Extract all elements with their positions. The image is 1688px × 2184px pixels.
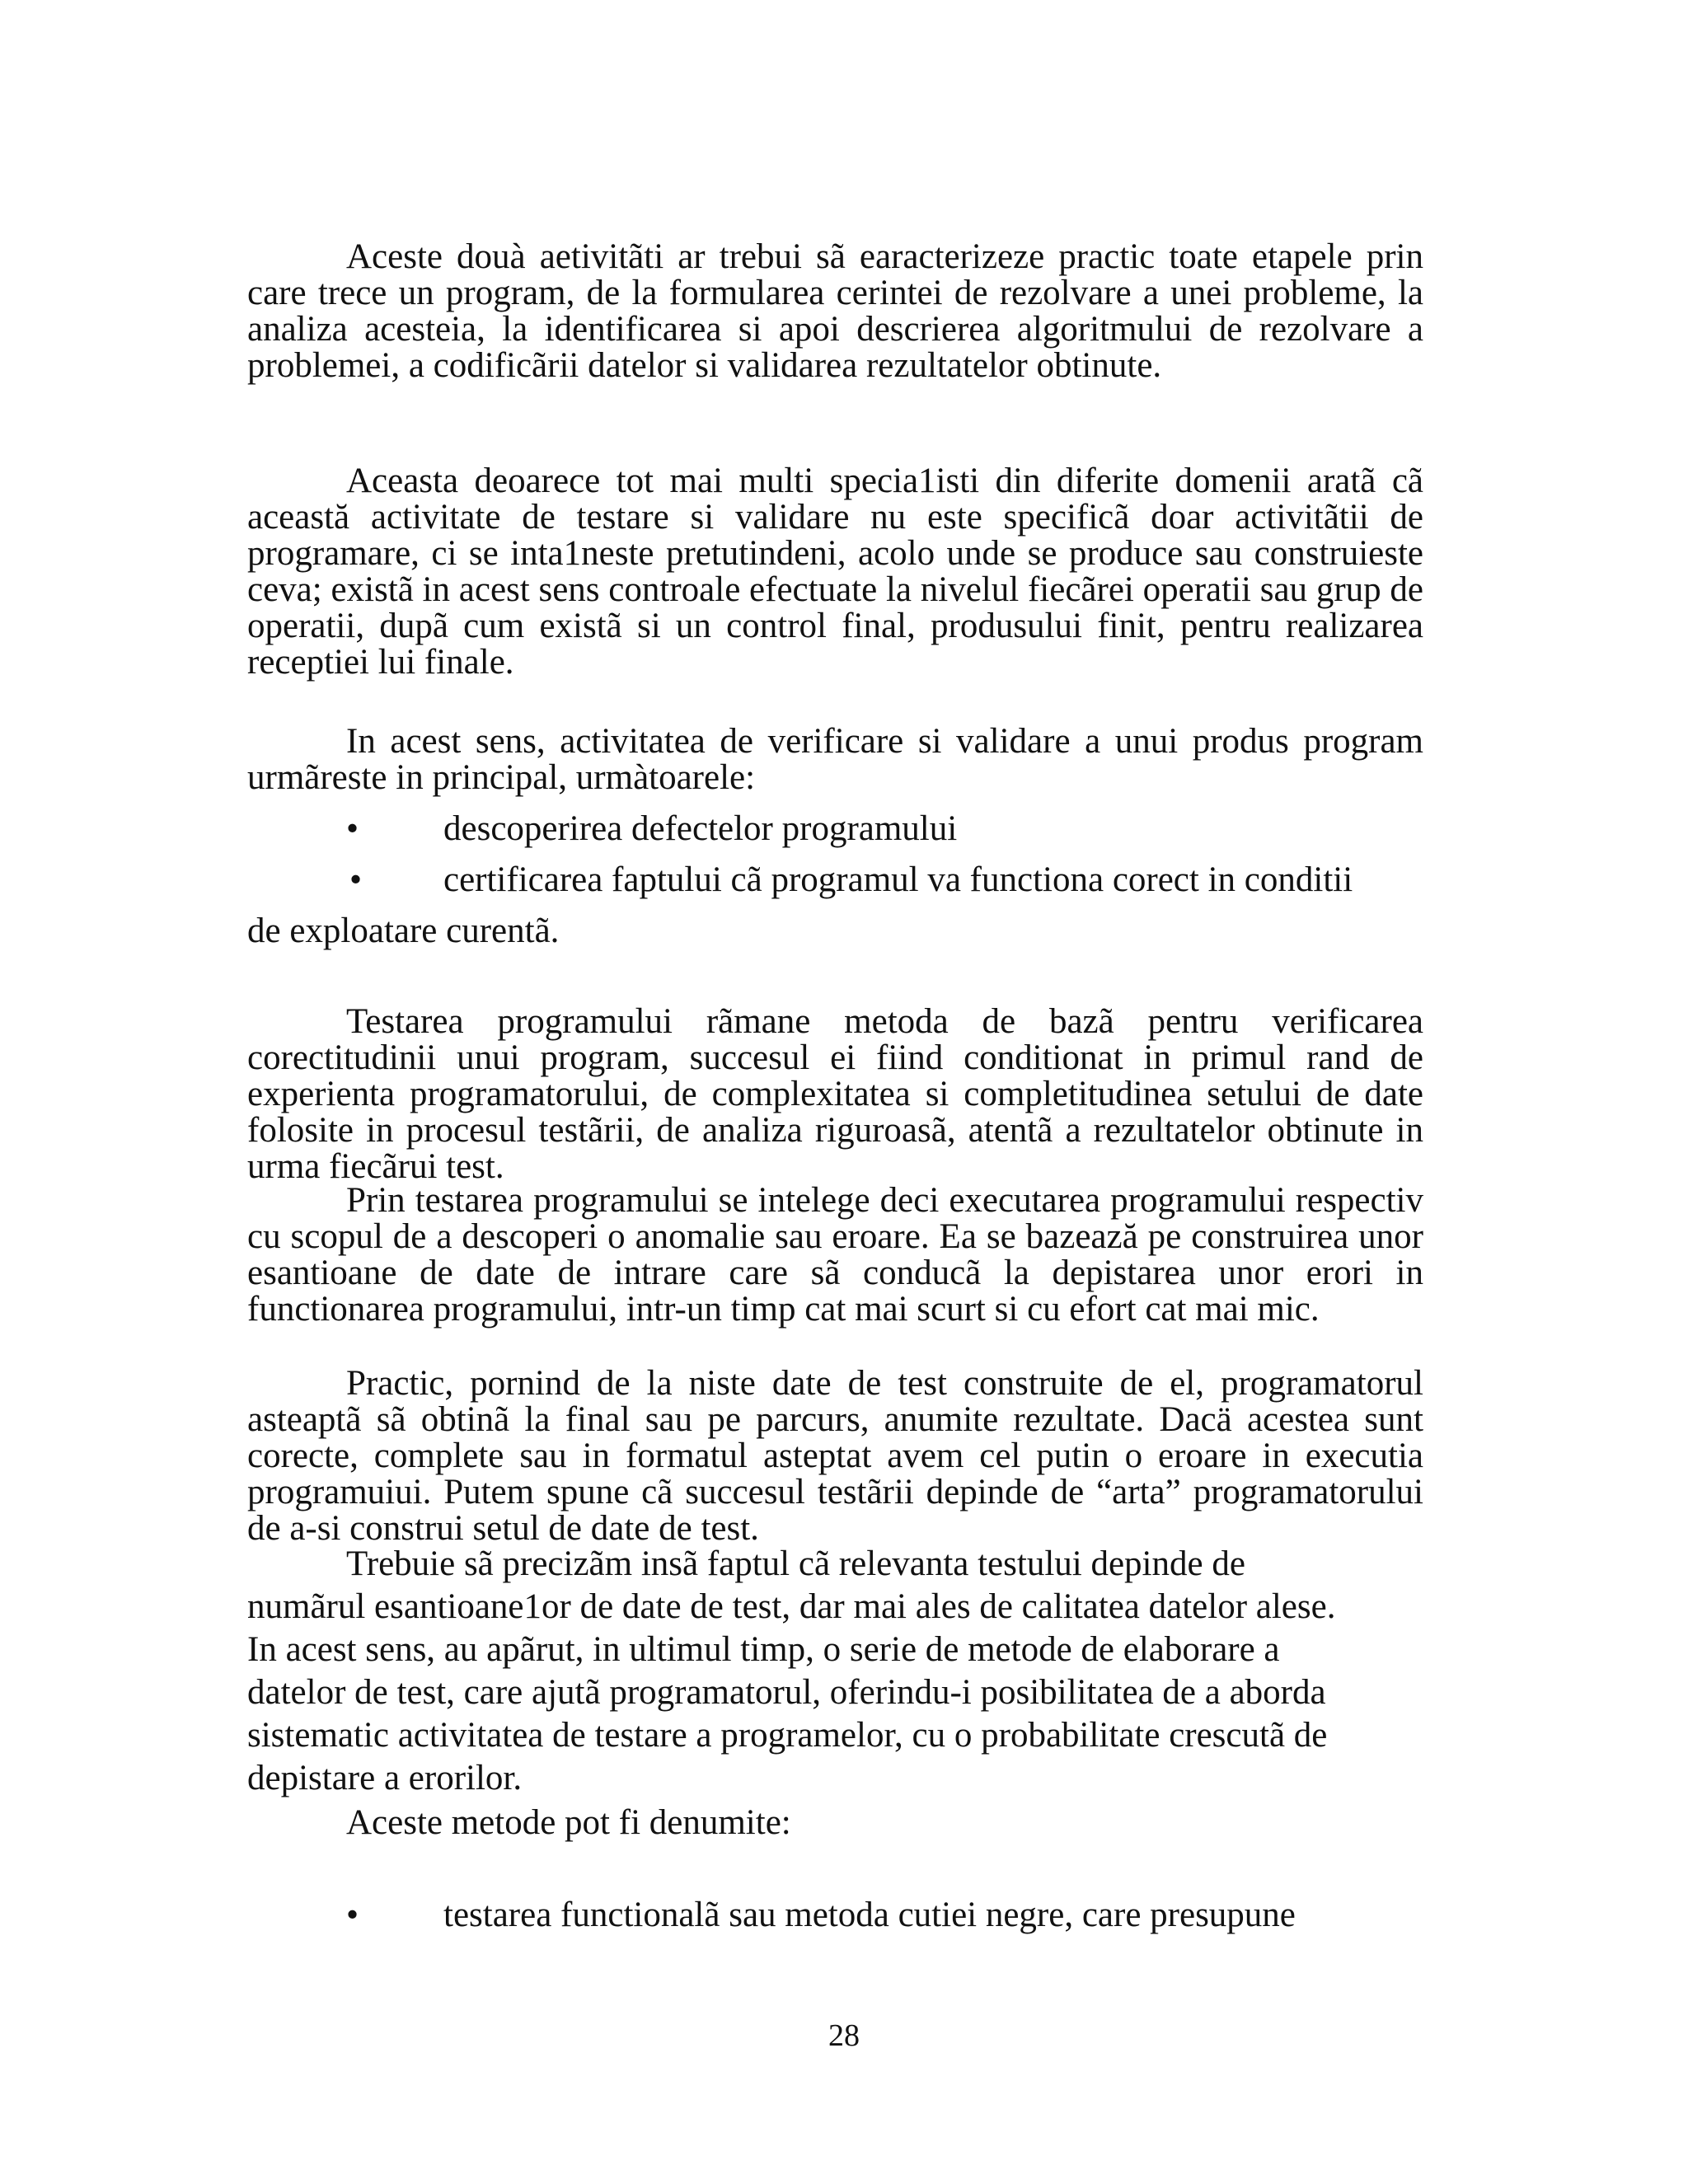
paragraph-7-line-5: sistematic activitatea de testare a programelor, cu o probabilitate crescutã de [247,1716,1328,1755]
paragraph-7-line-6: depistare a erorilor. [247,1759,523,1797]
bullet-text: certificarea faptului cã programul va functiona corect in conditii [443,860,1353,899]
page-number: 28 [828,2018,860,2053]
paragraph-7-line-3: In acest sens, au apãrut, in ultimul timp, o serie de metode de elaborare a [247,1630,1280,1669]
paragraph-7-line-2: numãrul esantioane1or de date de test, dar mai ales de calitatea datelor alese. [247,1587,1336,1626]
paragraph-8: Aceste metode pot fi denumite: [346,1803,791,1842]
paragraph-7-line-1: Trebuie sã precizãm insã faptul cã relevanta testului depinde de [346,1544,1245,1583]
bullet-icon: • [346,1896,359,1934]
bullet-continuation: de exploatare curentã. [247,912,560,950]
paragraph-6: Practic, pornind de la niste date de test construite de el, programatorul asteaptã sã obtinã la final sau pe parcurs, anumite rezultate. Dacä acestea sunt corecte, complete sau in formatul asteptat avem cel putin o eroare in executia programuiui. Putem spune cã succesul testãrii depinde de “arta” programatorului de a-si construi setul de date de test. [247,1364,1423,1548]
paragraph-4: Testarea programului rãmane metoda de bazã pentru verificarea corectitudinii unui program, succesul ei fiind conditionat in primul rand de experienta programatorului, de complexitatea si completitudinea setului de date folosite in procesul testãrii, de analiza riguroasã, atentã a rezultatelor obtinute in urma fiecãrui test. [247,1002,1423,1186]
bullet-text: descoperirea defectelor programului [443,809,958,848]
bullet-icon: • [346,809,359,848]
paragraph-7-line-4: datelor de test, care ajutã programatorul, oferindu-i posibilitatea de a aborda [247,1673,1326,1712]
bullet-text: testarea functionalã sau metoda cutiei negre, care presupune [443,1896,1296,1934]
paragraph-5: Prin testarea programului se intelege deci executarea programului respectiv cu scopul de a descoperi o anomalie sau eroare. Ea se bazează pe construirea unor esantioane de date de intrare care sã conducã la depistarea unor erori in functionarea programului, intr-un timp cat mai scurt si cu efort cat mai mic. [247,1181,1423,1329]
paragraph-2: Aceasta deoarece tot mai multi specia1isti din diferite domenii aratã cã această activitate de testare si validare nu este specificã doar activitãtii de programare, ci se inta1neste pretutindeni, acolo unde se produce sau construieste ceva; existã in acest sens controale efectuate la nivelul fiecãrei operatii sau grup de operatii, dupã cum existã si un control final, produsului finit, pentru realizarea receptiei lui finale. [247,462,1423,682]
paragraph-3: In acest sens, activitatea de verificare si validare a unui produs program urmãreste in principal, urmàtoarele: [247,722,1423,797]
bullet-icon: • [349,860,363,899]
paragraph-1: Aceste douà aetivitãti ar trebui sã earacterizeze practic toate etapele prin care trece un program, de la formularea cerintei de rezolvare a unei probleme, la analiza acesteia, la identificarea si apoi descrierea algoritmului de rezolvare a problemei, a codificãrii datelor si validarea rezultatelor obtinute. [247,237,1423,385]
